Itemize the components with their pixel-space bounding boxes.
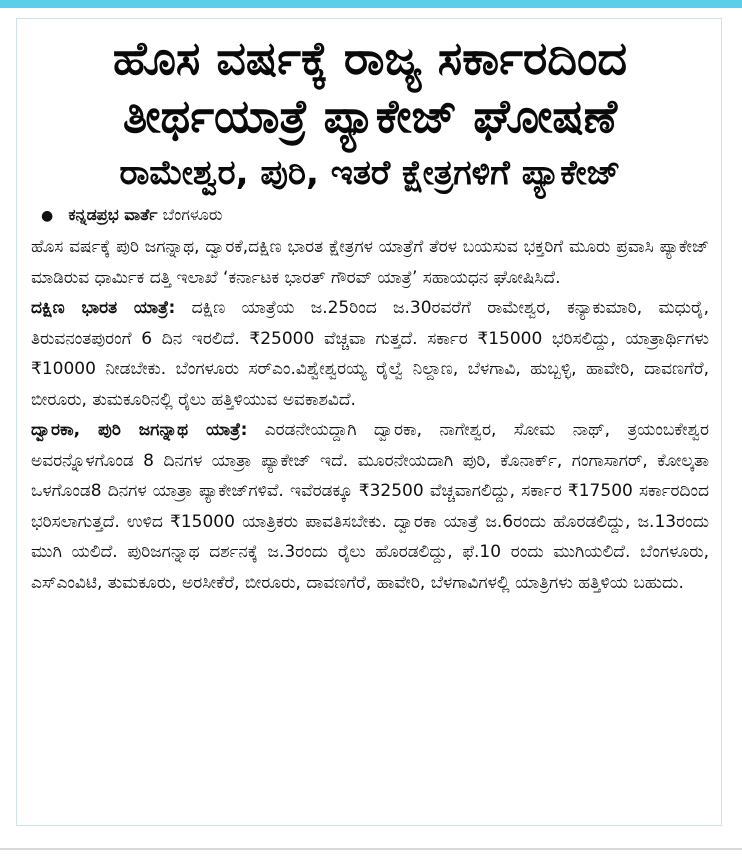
bottom-divider (0, 848, 742, 850)
paragraph-text: ದಕ್ಷಿಣ ಯಾತ್ರೆಯ ಜ.25ರಿಂದ ಜ.30ರವರೆಗೆ ರಾಮೇಶ್ವರ, ಕನ್ಯಾಕುಮಾರಿ, ಮಧುರೈ, ತಿರುವನಂತಪುರಂಗೆ 6 ದಿನ ಇರಲಿದೆ. ₹25000 ವೆಚ್ಚವಾ ಗುತ್ತದೆ. ಸರ್ಕಾರ ₹15000 ಭರಿಸಲಿದ್ದು, ಯಾತ್ರಾರ್ಥಿಗಳು ₹10000 ನೀಡಬೇಕು. ಬೆಂಗಳೂರು ಸರ್‌ಎಂ.ವಿಶ್ವೇಶ್ವರಯ್ಯ ರೈಲ್ವೆ ನಿಲ್ದಾಣ, ಬೆಳಗಾವಿ, ಹುಬ್ಬಳ್ಳಿ, ಹಾವೇರಿ, ದಾವಣಗೆರೆ, ಬೀರೂರು, ತುಮಕೂರಿನಲ್ಲಿ ರೈಲು ಹತ್ತಿಳಿಯುವ ಅವಕಾಶವಿದೆ. (31, 298, 709, 410)
bullet-icon: ● (41, 208, 54, 224)
paragraph-intro (31, 232, 709, 293)
headline (31, 29, 709, 145)
paragraph-subheading: ದ್ವಾರಕಾ, ಪುರಿ ಜಗನ್ನಾಥ ಯಾತ್ರೆ: (31, 420, 248, 440)
byline (41, 203, 709, 228)
headline-line-2: ತೀರ್ಥಯಾತ್ರೆ ಪ್ಯಾಕೇಜ್ ಘೋಷಣೆ (122, 89, 618, 143)
paragraph-south-india (31, 293, 709, 415)
paragraph-text: ಎರಡನೇಯದ್ದಾಗಿ ದ್ವಾರಕಾ, ನಾಗೇಶ್ವರ, ಸೋಮ ನಾಥ್, ತ್ರಯಂಬಕೇಶ್ವರ ಅವರನ್ನೊಳಗೊಂಡ 8 ದಿನಗಳ ಯಾತ್ರಾ ಪ್ಯಾಕೇಜ್ ಇದೆ. ಮೂರನೇಯದಾಗಿ ಪುರಿ, ಕೊನಾರ್ಕ್, ಗಂಗಾಸಾಗರ್, ಕೋಲ್ಕತಾ ಒಳಗೊಂಡ8 ದಿನಗಳ ಯಾತ್ರಾ ಪ್ಯಾಕೇಜ್‌ಗಳಿವೆ. ಇವೆರಡಕ್ಕೂ ₹32500 ವೆಚ್ಚವಾಗಲಿದ್ದು, ಸರ್ಕಾರ ₹17500 ಸರ್ಕಾರದಿಂದ ಭರಿಸಲಾಗುತ್ತದೆ. ಉಳಿದ ₹15000 ಯಾತ್ರಿಕರು ಪಾವತಿಸಬೇಕು. ದ್ವಾರಕಾ ಯಾತ್ರೆ ಜ.6ರಂದು ಹೊರಡಲಿದ್ದು, ಜ.13ರಂದು ಮುಗಿ ಯಲಿದೆ. ಪುರಿಜಗನ್ನಾಥ ದರ್ಶನಕ್ಕೆ ಜ.3ರಂದು ರೈಲು ಹೊರಡಲಿದ್ದು, ಫೆ.10 ರಂದು ಮುಗಿಯಲಿದೆ. ಬೆಂಗಳೂರು, ಎಸ್‌ಎಂವಿಟಿ, ತುಮಕೂರು, ಅರಸೀಕೆರೆ, ಬೀರೂರು, ದಾವಣಗೆರೆ, ಹಾವೇರಿ, ಬೆಳಗಾವಿಗಳಲ್ಲಿ ಯಾತ್ರಿಗಳು ಹತ್ತಿಳಿಯ ಬಹುದು. (31, 420, 709, 593)
paragraph-text: ಹೊಸ ವರ್ಷಕ್ಕೆ ಪುರಿ ಜಗನ್ನಾಥ, ದ್ವಾರಕೆ,ದಕ್ಷಿಣ ಭಾರತ ಕ್ಷೇತ್ರಗಳ ಯಾತ್ರೆಗೆ ತೆರಳ ಬಯಸುವ ಭಕ್ತರಿಗೆ ಮೂರು ಪ್ರವಾಸಿ ಪ್ಯಾಕೇಜ್ ಮಾಡಿರುವ ಧಾರ್ಮಿಕ ದತ್ತಿ ಇಲಾಖೆ ‘ಕರ್ನಾಟಕ ಭಾರತ್ ಗೌರವ್ ಯಾತ್ರೆ’ ಸಹಾಯಧನ ಘೋಷಿಸಿದೆ. (31, 237, 709, 288)
paragraph-dwarka-puri (31, 415, 709, 598)
headline-line-1: ಹೊಸ ವರ್ಷಕ್ಕೆ ರಾಜ್ಯ ಸರ್ಕಾರದಿಂದ (112, 31, 628, 85)
newspaper-clipping (16, 18, 722, 826)
byline-source: ಕನ್ನಡಪ್ರಭ ವಾರ್ತೆ (68, 205, 158, 224)
paragraph-subheading: ದಕ್ಷಿಣ ಭಾರತ ಯಾತ್ರೆ: (31, 298, 176, 318)
subheadline: ರಾಮೇಶ್ವರ, ಪುರಿ, ಇತರೆ ಕ್ಷೇತ್ರಗಳಿಗೆ ಪ್ಯಾಕೇಜ್ (119, 153, 621, 193)
byline-place: ಬೆಂಗಳೂರು (162, 205, 223, 224)
top-accent-rule (0, 0, 742, 8)
